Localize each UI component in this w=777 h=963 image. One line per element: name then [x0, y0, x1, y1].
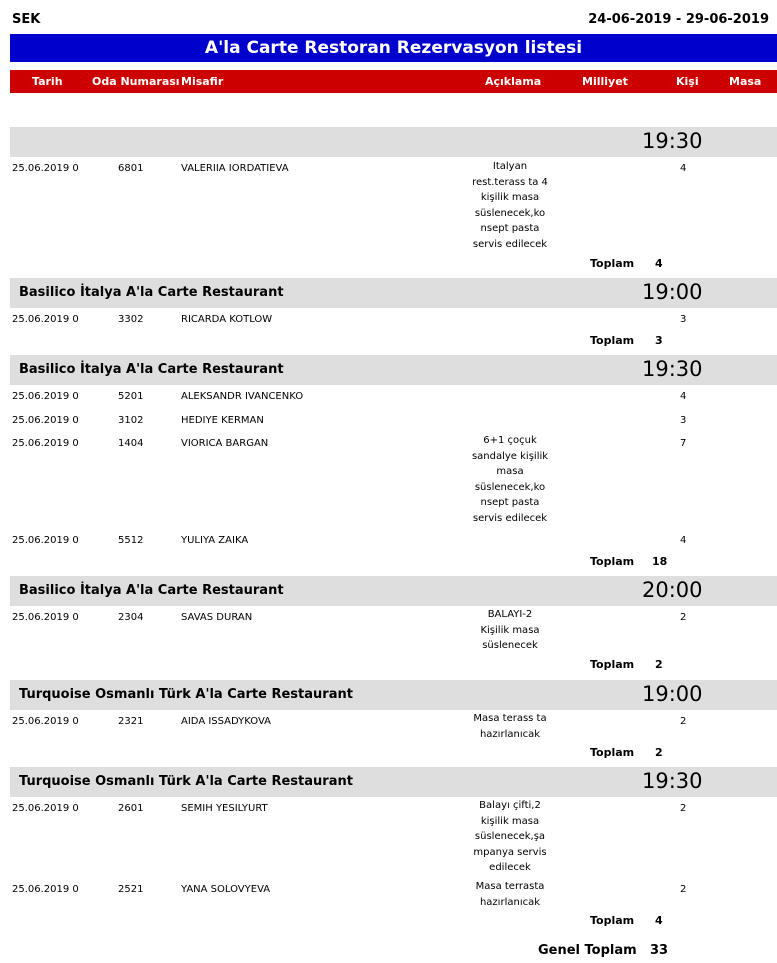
total-value: 4 — [655, 914, 663, 927]
row-date: 25.06.2019 0 — [12, 884, 79, 895]
restaurant-name: Turquoise Osmanlı Türk A'la Carte Restaurant — [19, 774, 353, 789]
row-guest: VALERIIA IORDATIEVA — [181, 163, 289, 174]
row-pax: 2 — [680, 803, 687, 814]
report-title: A'la Carte Restoran Rezervasyon listesi — [10, 34, 777, 62]
reservation-time: 20:00 — [642, 578, 703, 602]
row-guest: YANA SOLOVYEVA — [181, 884, 271, 895]
row-guest: YULIYA ZAIKA — [181, 535, 249, 546]
restaurant-name: Basilico İtalya A'la Carte Restaurant — [19, 362, 284, 377]
row-guest: VIORICA BARGAN — [181, 438, 269, 449]
row-room: 2321 — [118, 716, 144, 727]
row-pax: 4 — [680, 391, 687, 402]
col-oda: Oda Numarası — [92, 75, 180, 88]
row-room: 2521 — [118, 884, 144, 895]
col-tarih: Tarih — [32, 75, 63, 88]
restaurant-name: Basilico İtalya A'la Carte Restaurant — [19, 583, 284, 598]
row-room: 3302 — [118, 314, 144, 325]
reservation-time: 19:00 — [642, 280, 703, 304]
row-room: 1404 — [118, 438, 144, 449]
total-value: 2 — [655, 658, 663, 671]
restaurant-name: Turquoise Osmanlı Türk A'la Carte Restaurant — [19, 687, 353, 702]
row-guest: ALEKSANDR IVANCENKO — [181, 391, 304, 402]
row-date: 25.06.2019 0 — [12, 803, 79, 814]
row-guest: HEDIYE KERMAN — [181, 415, 264, 426]
col-misafir: Misafir — [181, 75, 224, 88]
grand-total-value: 33 — [650, 943, 669, 958]
row-note: Italyan rest.terass ta 4 kişilik masa süslenecek,ko nsept pasta servis edilecek — [472, 161, 548, 250]
row-date: 25.06.2019 0 — [12, 535, 79, 546]
reservation-time: 19:30 — [642, 129, 703, 153]
row-pax: 3 — [680, 415, 687, 426]
reservation-time: 19:00 — [642, 682, 703, 706]
col-milliyet: Milliyet — [582, 75, 628, 88]
row-pax: 7 — [680, 438, 687, 449]
row-room: 5512 — [118, 535, 144, 546]
section-header — [10, 278, 777, 308]
total-label: Toplam — [590, 555, 635, 568]
row-note: BALAYI-2 Kişilik masa süslenecek — [480, 609, 540, 652]
total-label: Toplam — [590, 914, 635, 927]
row-pax: 2 — [680, 884, 687, 895]
row-pax: 4 — [680, 163, 687, 174]
row-guest: AIDA ISSADYKOVA — [181, 716, 272, 727]
section-header — [10, 576, 777, 606]
row-note: Balayı çifti,2 kişilik masa süslenecek,şa mpanya servis edilecek — [473, 800, 547, 874]
date-range: 24-06-2019 - 29-06-2019 — [588, 12, 769, 27]
row-room: 6801 — [118, 163, 144, 174]
reservation-time: 19:30 — [642, 357, 703, 381]
row-pax: 2 — [680, 612, 687, 623]
grand-total-label: Genel Toplam — [538, 943, 637, 958]
total-value: 3 — [655, 334, 663, 347]
col-aciklama: Açıklama — [485, 75, 542, 88]
restaurant-name: Basilico İtalya A'la Carte Restaurant — [19, 285, 284, 300]
col-masa: Masa — [729, 75, 762, 88]
total-label: Toplam — [590, 746, 635, 759]
row-room: 2601 — [118, 803, 144, 814]
row-guest: SEMIH YESILYURT — [181, 803, 268, 814]
row-date: 25.06.2019 0 — [12, 612, 79, 623]
column-header-bar — [10, 70, 777, 93]
hotel-code: SEK — [12, 12, 41, 27]
total-label: Toplam — [590, 257, 635, 270]
row-guest: RICARDA KOTLOW — [181, 314, 273, 325]
row-date: 25.06.2019 0 — [12, 716, 79, 727]
row-room: 2304 — [118, 612, 144, 623]
total-value: 18 — [652, 555, 668, 568]
row-pax: 3 — [680, 314, 687, 325]
row-date: 25.06.2019 0 — [12, 438, 79, 449]
total-value: 2 — [655, 746, 663, 759]
row-date: 25.06.2019 0 — [12, 314, 79, 325]
row-note: Masa terrasta hazırlanıcak — [475, 881, 545, 908]
section-header — [10, 680, 777, 710]
row-note: 6+1 çoçuk sandalye kişilik masa süslenecek,ko nsept pasta servis edilecek — [471, 435, 549, 524]
reservation-time: 19:30 — [642, 769, 703, 793]
row-note: Masa terass ta hazırlanıcak — [473, 713, 547, 740]
section-header — [10, 767, 777, 797]
total-value: 4 — [655, 257, 663, 270]
row-guest: SAVAS DURAN — [181, 612, 253, 623]
section-header — [10, 355, 777, 385]
row-date: 25.06.2019 0 — [12, 391, 79, 402]
total-label: Toplam — [590, 658, 635, 671]
row-pax: 2 — [680, 716, 687, 727]
row-date: 25.06.2019 0 — [12, 163, 79, 174]
row-room: 3102 — [118, 415, 144, 426]
total-label: Toplam — [590, 334, 635, 347]
row-pax: 4 — [680, 535, 687, 546]
row-room: 5201 — [118, 391, 144, 402]
col-kisi: Kişi — [676, 75, 699, 88]
row-date: 25.06.2019 0 — [12, 415, 79, 426]
section-header — [10, 127, 777, 157]
